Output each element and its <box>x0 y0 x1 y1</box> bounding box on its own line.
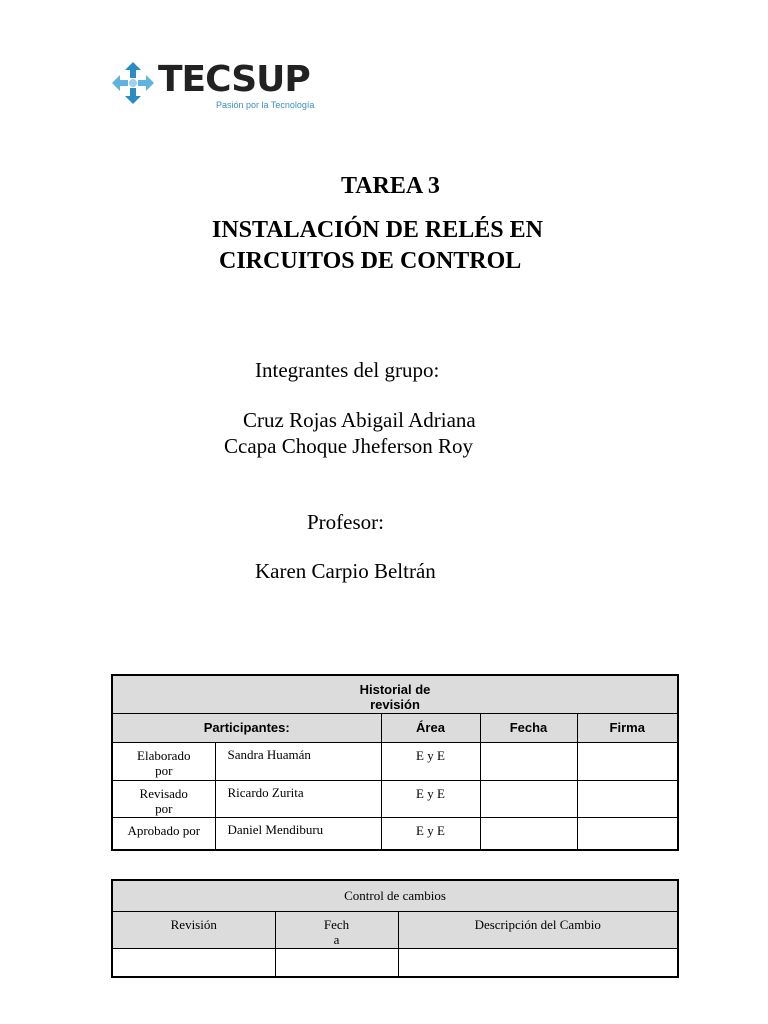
header-signature: Firma <box>577 713 678 742</box>
main-title-line2: CIRCUITOS DE CONTROL <box>219 248 522 274</box>
main-title-line1: INSTALACIÓN DE RELÉS EN <box>212 217 543 243</box>
revision-table-title: Historial de revisión <box>112 675 678 713</box>
signature-cell[interactable] <box>577 817 678 850</box>
name-cell: Ricardo Zurita <box>215 780 381 817</box>
header-description: Descripción del Cambio <box>398 911 678 948</box>
date-cell[interactable] <box>480 742 577 780</box>
revision-cell[interactable] <box>112 948 275 977</box>
recycle-arrows-icon <box>108 58 158 108</box>
revision-history-table <box>111 674 679 851</box>
name-cell: Daniel Mendiburu <box>215 817 381 850</box>
role-cell: Aprobado por <box>112 817 215 850</box>
date-cell[interactable] <box>480 817 577 850</box>
area-cell: E y E <box>381 817 480 850</box>
task-title: TAREA 3 <box>341 173 440 199</box>
group-member: Cruz Rojas Abigail Adriana <box>243 408 476 432</box>
header-date: Fecha <box>480 713 577 742</box>
name-cell: Sandra Huamán <box>215 742 381 780</box>
header-revision: Revisión <box>112 911 275 948</box>
change-control-table <box>111 879 679 978</box>
table-row <box>112 780 678 817</box>
change-table-title: Control de cambios <box>112 880 678 911</box>
header-area: Área <box>381 713 480 742</box>
table-row <box>112 817 678 850</box>
tecsup-logo <box>108 58 318 114</box>
role-cell: Elaborado por <box>112 742 215 780</box>
signature-cell[interactable] <box>577 780 678 817</box>
area-cell: E y E <box>381 780 480 817</box>
table-row <box>112 948 678 977</box>
professor-name: Karen Carpio Beltrán <box>255 559 436 583</box>
logo-tagline: Pasión por la Tecnología <box>216 100 315 110</box>
logo-wordmark: TECSUP <box>158 59 310 100</box>
description-cell[interactable] <box>398 948 678 977</box>
header-participants: Participantes: <box>112 713 381 742</box>
table-row <box>112 742 678 780</box>
area-cell: E y E <box>381 742 480 780</box>
header-date: Fech a <box>275 911 398 948</box>
date-cell[interactable] <box>275 948 398 977</box>
group-member: Ccapa Choque Jheferson Roy <box>224 434 474 458</box>
professor-label: Profesor: <box>307 510 384 534</box>
role-cell: Revisado por <box>112 780 215 817</box>
group-label: Integrantes del grupo: <box>255 358 440 382</box>
date-cell[interactable] <box>480 780 577 817</box>
signature-cell[interactable] <box>577 742 678 780</box>
